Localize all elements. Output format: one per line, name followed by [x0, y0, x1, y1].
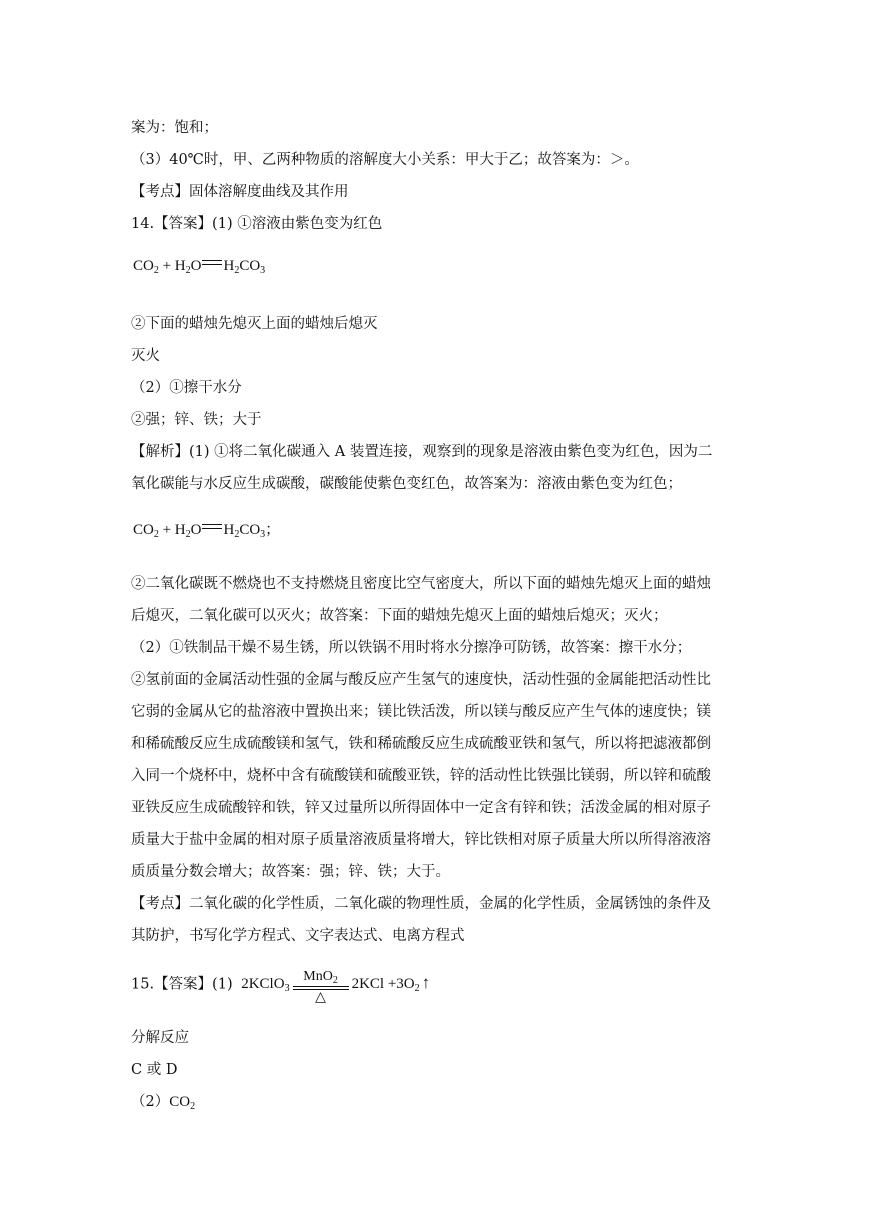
text-line: （3）40℃时，甲、乙两种物质的溶解度大小关系：甲大于乙；故答案为：＞。: [131, 152, 639, 168]
text-line: ②氢前面的金属活动性强的金属与酸反应产生氢气的速度快，活动性强的金属能把活动性比: [131, 672, 711, 688]
equation-kclo3-decomposition: 2KClO$_3$ $\frac{MnO_2}{\triangle}$ $2KCl +3O_2$ ↑: [241, 969, 431, 1005]
text-line: 质质量分数会增大；故答案：强；锌、铁；大于。: [131, 864, 450, 880]
reaction-condition: $\frac{MnO_2}{\triangle}$: [291, 968, 351, 1002]
text-line: ②下面的蜡烛先熄灭上面的蜡烛后熄灭: [131, 316, 378, 332]
text-line: C 或 D: [131, 1062, 178, 1078]
equals-sign: [202, 259, 222, 267]
text-line: 分解反应: [131, 1030, 189, 1046]
text-line: 和稀硫酸反应生成硫酸镁和氢气，铁和稀硫酸反应生成硫酸亚铁和氢气，所以将把滤液都倒: [131, 736, 711, 752]
text-line: 14.【答案】(1) ①溶液由紫色变为红色: [131, 216, 383, 232]
equation-co2-water-2: $CO_2 + H_2O$ $H_2CO_3$；: [133, 522, 281, 540]
text-line: 案为：饱和；: [131, 120, 218, 136]
text-line: 它弱的金属从它的盐溶液中置换出来；镁比铁活泼，所以镁与酸反应产生气体的速度快；镁: [131, 704, 711, 720]
text-line: 灭火: [131, 348, 160, 364]
text-line: ②强；锌、铁；大于: [131, 412, 262, 428]
text-line: 【考点】二氧化碳的化学性质，二氧化碳的物理性质，金属的化学性质，金属锈蚀的条件及: [131, 896, 711, 912]
text-line: （2）①铁制品干燥不易生锈，所以铁锅不用时将水分擦净可防锈，故答案：擦干水分；: [131, 640, 692, 656]
question-15-answer: [131, 968, 741, 1005]
equals-sign: [202, 523, 222, 531]
gas-arrow-icon: ↑: [421, 973, 431, 993]
text-line: 质量大于盐中金属的相对原子质量溶液质量将增大，锌比铁相对原子质量大所以所得溶液溶: [131, 832, 711, 848]
text-line: $(2)CO_2$: [131, 1094, 196, 1112]
text-line: 【考点】固体溶解度曲线及其作用: [131, 184, 349, 200]
text-line: ②二氧化碳既不燃烧也不支持燃烧且密度比空气密度大，所以下面的蜡烛先熄灭上面的蜡烛: [131, 576, 711, 592]
text-line: 入同一个烧杯中，烧杯中含有硫酸镁和硫酸亚铁，锌的活动性比铁强比镁弱，所以锌和硫酸: [131, 768, 711, 784]
question-label: 15.【答案】(1): [131, 976, 233, 993]
text-line: 其防护，书写化学方程式、文字表达式、电离方程式: [131, 928, 465, 944]
text-line: 氧化碳能与水反应生成碳酸，碳酸能使紫色变红色，故答案为：溶液由紫色变为红色；: [131, 476, 682, 492]
equation-co2-water: $CO_2 + H_2O$ $H_2CO_3$: [133, 258, 266, 276]
text-line: （2）①擦干水分: [131, 380, 242, 396]
text-line: 【解析】(1) ①将二氧化碳通入 A 装置连接，观察到的现象是溶液由紫色变为红色，因为二: [131, 444, 713, 460]
text-line: 后熄灭，二氧化碳可以灭火；故答案：下面的蜡烛先熄灭上面的蜡烛后熄灭；灭火；: [131, 608, 668, 624]
text-line: 亚铁反应生成硫酸锌和铁，锌又过量所以所得固体中一定含有锌和铁；活泼金属的相对原子: [131, 800, 711, 816]
